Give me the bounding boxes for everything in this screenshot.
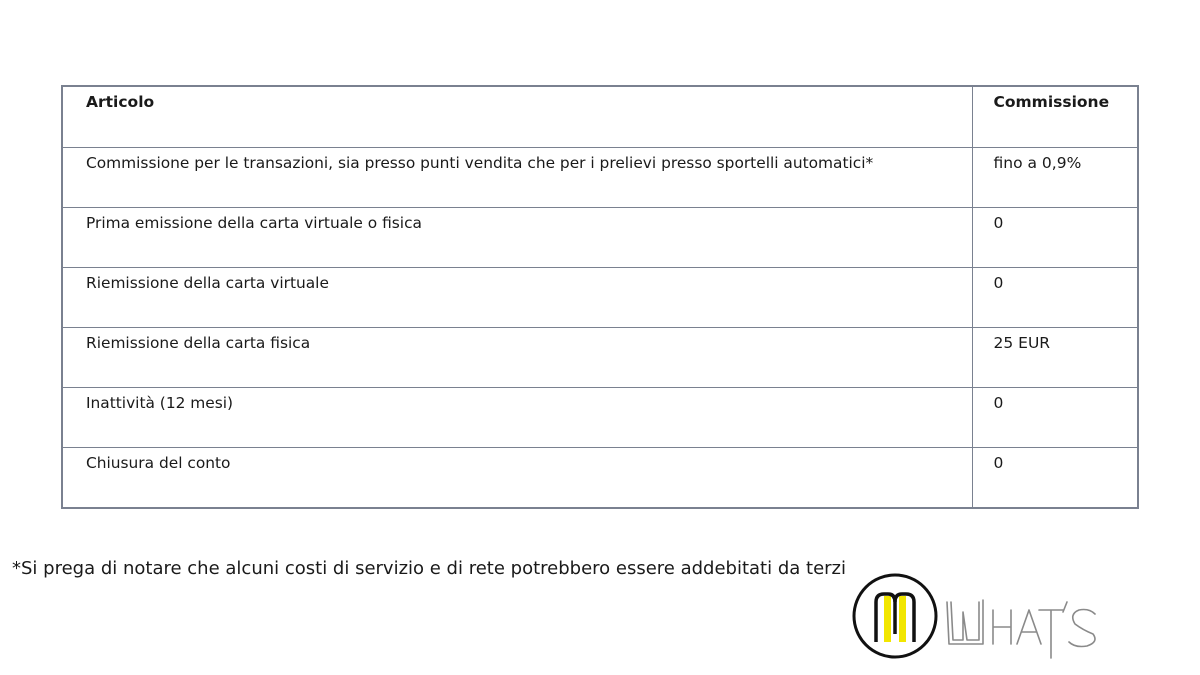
row-fee: fino a 0,9% (972, 148, 1138, 208)
row-fee: 25 EUR (972, 328, 1138, 388)
logo-wordmark (947, 600, 1095, 658)
table-row (62, 388, 1138, 448)
row-fee: 0 (972, 388, 1138, 448)
table-row (62, 328, 1138, 388)
row-item: Prima emissione della carta virtuale o fisica (62, 208, 972, 268)
table-row (62, 448, 1138, 509)
column-header-item: Articolo (62, 86, 972, 148)
column-header-fee: Commissione (972, 86, 1138, 148)
table-header-row (62, 86, 1138, 148)
table-row (62, 148, 1138, 208)
footnote: *Si prega di notare che alcuni costi di servizio e di rete potrebbero essere addebitati da terzi (12, 558, 846, 579)
row-item: Riemissione della carta fisica (62, 328, 972, 388)
logo-emblem-icon (854, 575, 936, 657)
whats-logo (851, 572, 1131, 664)
row-item: Inattività (12 mesi) (62, 388, 972, 448)
table-row (62, 208, 1138, 268)
table-row (62, 268, 1138, 328)
row-fee: 0 (972, 208, 1138, 268)
row-fee: 0 (972, 268, 1138, 328)
row-item: Chiusura del conto (62, 448, 972, 509)
fee-table (61, 85, 1139, 509)
row-item: Riemissione della carta virtuale (62, 268, 972, 328)
row-fee: 0 (972, 448, 1138, 509)
row-item: Commissione per le transazioni, sia presso punti vendita che per i prelievi presso sportelli automatici* (62, 148, 972, 208)
